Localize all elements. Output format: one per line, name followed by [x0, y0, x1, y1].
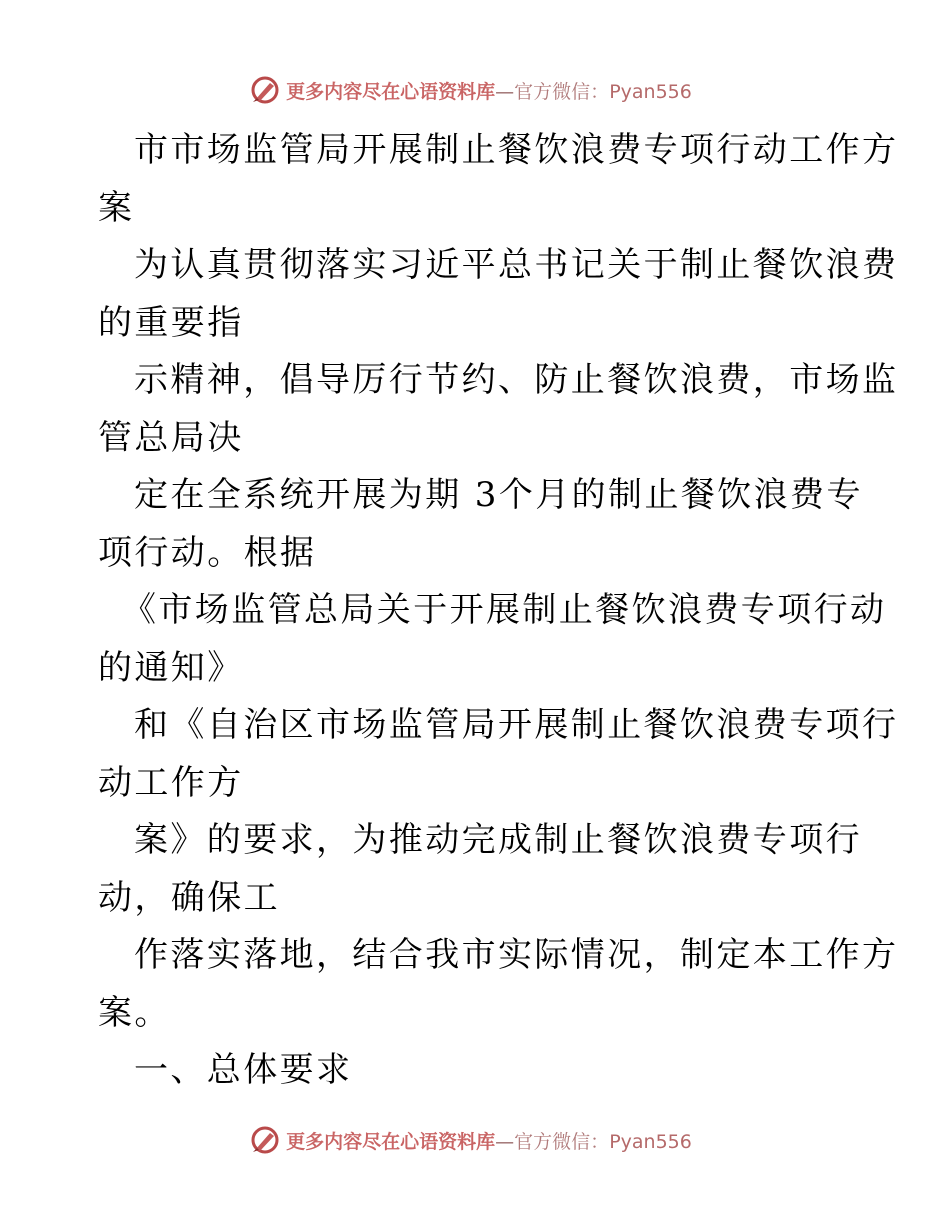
- watermark-wechat-label: 官方微信：: [514, 80, 610, 103]
- watermark-wechat-label: 官方微信：: [514, 1130, 610, 1153]
- paragraph-line: 和《自治区市场监管局开展制止餐饮浪费专项行: [134, 705, 899, 745]
- paragraph-line: 的通知》: [98, 647, 244, 688]
- watermark-separator: —: [495, 80, 515, 103]
- paragraph-line: 动工作方: [98, 762, 244, 803]
- watermark-wechat-id: Pyan556: [609, 1130, 692, 1153]
- watermark-wechat-id: Pyan556: [609, 80, 692, 103]
- watermark-main-text: 更多内容尽在心语资料库: [286, 1130, 496, 1153]
- paragraph-line: 动，确保工: [98, 877, 280, 918]
- paragraph-line: 的重要指: [98, 302, 244, 343]
- paragraph-line: 定在全系统开展为期 3个月的制止餐饮浪费专: [134, 475, 863, 515]
- paragraph-line: 管总局决: [98, 417, 244, 458]
- watermark-separator: —: [495, 1130, 515, 1153]
- document-title-line-2: 案: [98, 187, 135, 228]
- pen-logo-icon: [250, 1125, 280, 1155]
- paragraph-line: 示精神，倡导厉行节约、防止餐饮浪费，市场监: [134, 360, 899, 400]
- paragraph-line: 案。: [98, 992, 171, 1033]
- paragraph-line: 案》的要求，为推动完成制止餐饮浪费专项行: [134, 820, 862, 860]
- document-body: [98, 122, 899, 1100]
- document-title-line-1: 市市场监管局开展制止餐饮浪费专项行动工作方: [134, 130, 899, 170]
- section-heading: 一、总体要求: [134, 1050, 353, 1090]
- watermark-text: [286, 1127, 692, 1154]
- paragraph-line: 为认真贯彻落实习近平总书记关于制止餐饮浪费: [134, 245, 899, 285]
- paragraph-line: 作落实落地，结合我市实际情况，制定本工作方: [134, 935, 899, 975]
- paragraph-line: 《市场监管总局关于开展制止餐饮浪费专项行动: [122, 590, 887, 630]
- watermark-text: [286, 77, 692, 104]
- pen-logo-icon: [250, 75, 280, 105]
- watermark-main-text: 更多内容尽在心语资料库: [286, 80, 496, 103]
- header-watermark: [0, 70, 950, 110]
- footer-watermark: [0, 1120, 950, 1160]
- paragraph-line: 项行动。根据: [98, 532, 317, 573]
